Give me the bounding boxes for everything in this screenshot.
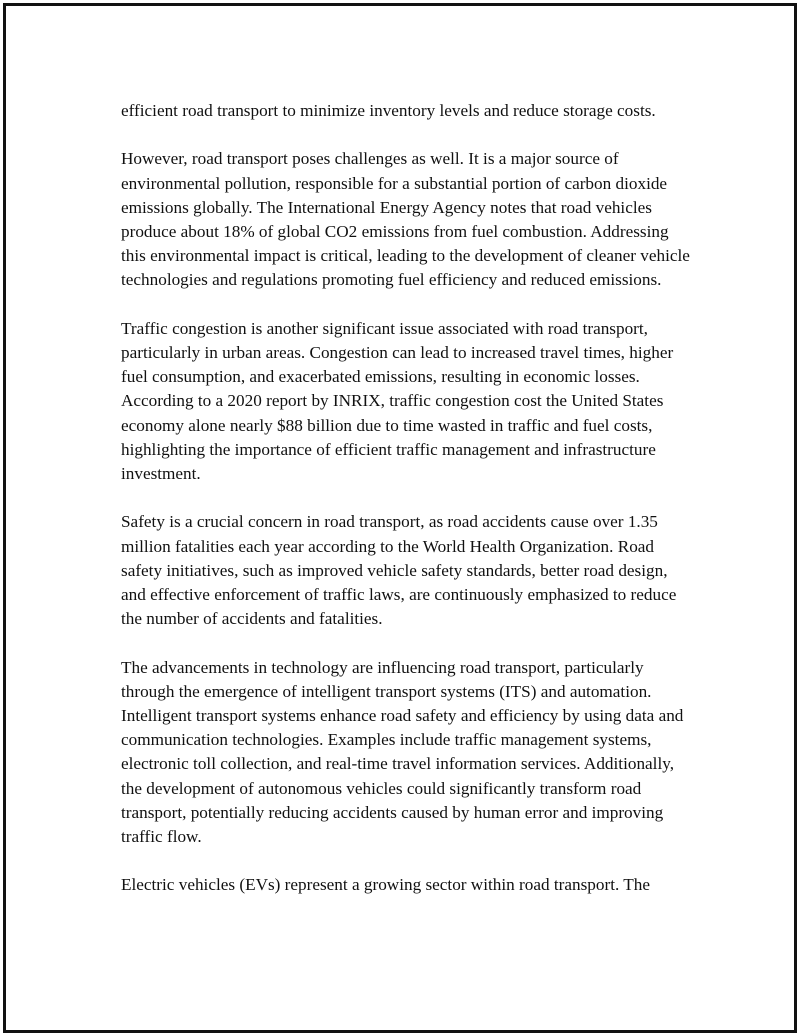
page-frame (3, 3, 797, 1033)
paragraph-road-safety: Safety is a crucial concern in road transport, as road accidents cause over 1.35 million fatalities each year according to the World Health Organization. Road safety initiatives, such as improved vehicle safety standards, better road design, and effective enforcement of traffic laws, are continuously emphasized to reduce the number of accidents and fatalities. (121, 512, 677, 629)
paragraph-inventory-costs: efficient road transport to minimize inventory levels and reduce storage costs. (121, 101, 656, 120)
page-content (121, 99, 693, 922)
paragraph-technology-advancements: The advancements in technology are influencing road transport, particularly through the emergence of intelligent transport systems (ITS) and automation. Intelligent transport systems enhance road safety and efficiency by using data and communication technologies. Examples include traffic management systems, electronic toll collection, and real-time travel information services. Additionally, the development of autonomous vehicles could significantly transform road transport, potentially reducing accidents caused by human error and improving traffic flow. (121, 657, 684, 847)
paragraph-environmental-challenges: However, road transport poses challenges as well. It is a major source of environmental pollution, responsible for a substantial portion of carbon dioxide emissions globally. The International Energy Agency notes that road vehicles produce about 18% of global CO2 emissions from fuel combustion. Addressing this environmental impact is critical, leading to the development of cleaner vehicle technologies and regulations promoting fuel efficiency and reduced emissions. (121, 149, 690, 290)
paragraph-traffic-congestion: Traffic congestion is another significant issue associated with road transport, particularly in urban areas. Congestion can lead to increased travel times, higher fuel consumption, and exacerbated emissions, resulting in economic losses. According to a 2020 report by INRIX, traffic congestion cost the United States economy alone nearly $88 billion due to time wasted in traffic and fuel costs, highlighting the importance of efficient traffic management and infrastructure investment. (121, 318, 674, 484)
paragraph-electric-vehicles: Electric vehicles (EVs) represent a growing sector within road transport. The (121, 875, 650, 895)
